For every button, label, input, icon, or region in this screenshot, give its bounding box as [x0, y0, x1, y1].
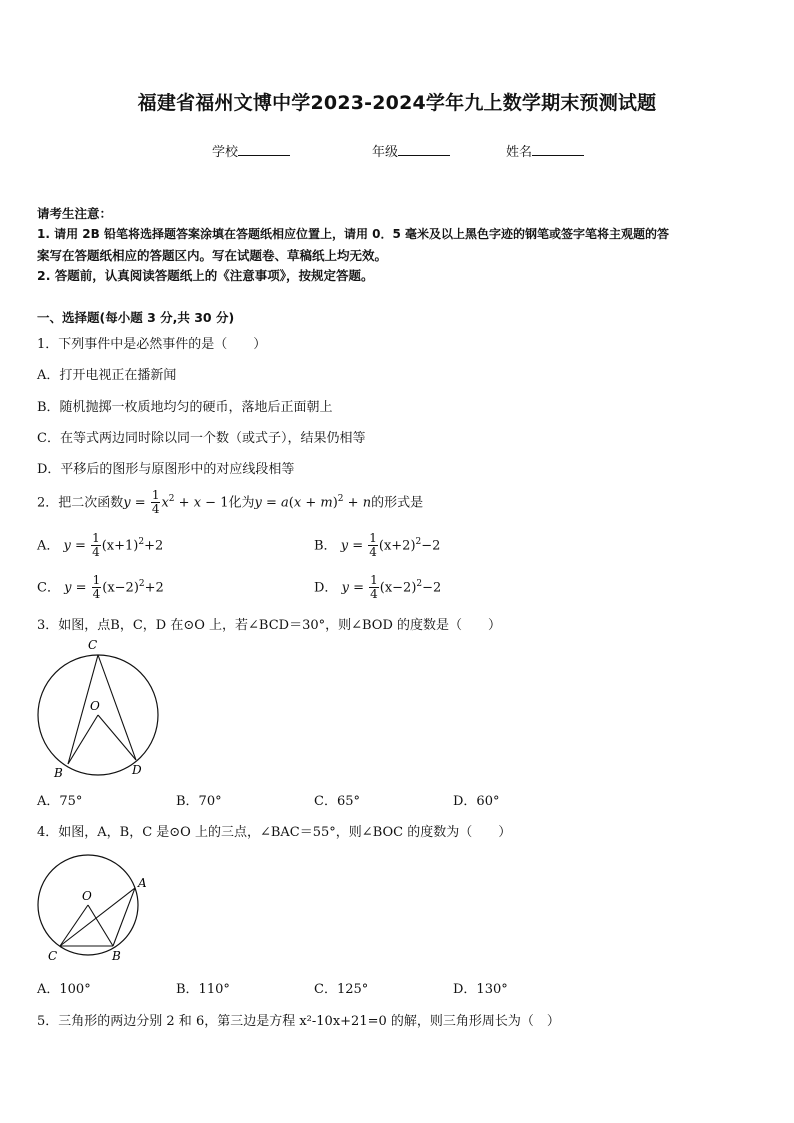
q3-label-c: C [88, 638, 98, 652]
q2-stem: 2．把二次函数y = $\frac{1}{4}$ $x^2 + x - 1$化为$y = a(x + m)^2 + n$的形式是 [37, 488, 424, 517]
q4-label-o: O [82, 889, 92, 903]
q3-label-o: O [90, 699, 100, 713]
school-field [212, 141, 290, 160]
q1-option-d[interactable]: D．平移后的图形与原图形中的对应线段相等 [37, 462, 295, 477]
q1-stem: 1．下列事件中是必然事件的是（ ） [37, 337, 267, 352]
q2-prefix: 2．把二次函数 [37, 495, 124, 511]
q4-label-b: B [112, 949, 121, 963]
q3-option-b[interactable]: B．70° [176, 794, 222, 809]
q2-frac: $\frac{1}{4}$ [151, 488, 160, 517]
name-label: 姓名 [506, 145, 533, 160]
grade-blank[interactable] [398, 143, 450, 156]
q1-option-c[interactable]: C．在等式两边同时除以同一个数（或式子），结果仍相等 [37, 431, 366, 446]
q2-option-c[interactable]: C． y = $\frac{1}{4}$ $(x-2)^2+2$ [37, 573, 164, 602]
q4-circle-diagram [30, 850, 160, 970]
q5-stem: 5．三角形的两边分别 2 和 6，第三边是方程 x²-10x+21=0 的解，则三角形周长为（ ） [37, 1014, 560, 1029]
q4-label-a: A [138, 876, 147, 890]
q4-option-a[interactable]: A．100° [37, 982, 91, 997]
q3-segment-cd [98, 655, 136, 760]
q4-option-c[interactable]: C．125° [314, 982, 369, 997]
q3-option-d[interactable]: D．60° [453, 794, 500, 809]
notice-line1b: 案写在答题纸相应的答题区内。写在试题卷、草稿纸上均无效。 [37, 248, 388, 263]
q3-label-d: D [132, 763, 142, 777]
q1-option-a[interactable]: A．打开电视正在播新闻 [37, 368, 177, 383]
q3-label-b: B [54, 766, 63, 780]
grade-field [372, 141, 450, 160]
q3-segment-od [98, 715, 136, 760]
q1-option-b[interactable]: B．随机抛掷一枚质地均匀的硬币，落地后正面朝上 [37, 400, 333, 415]
q4-segment-ob [88, 905, 113, 946]
section-heading: 一、选择题(每小题 3 分,共 30 分) [37, 310, 235, 325]
school-label: 学校 [212, 145, 239, 160]
q3-stem: 3．如图，点B，C，D 在⊙O 上，若∠BCD＝30°，则∠BOD 的度数是（ ） [37, 618, 502, 633]
q3-segment-ob [68, 715, 98, 764]
school-blank[interactable] [238, 143, 290, 156]
q4-stem: 4．如图，A，B，C 是⊙O 上的三点，∠BAC＝55°，则∠BOC 的度数为（ ） [37, 825, 512, 840]
q3-option-a[interactable]: A．75° [37, 794, 83, 809]
q3-circle-diagram [30, 632, 170, 782]
notice-line2: 2. 答题前，认真阅读答题纸上的《注意事项》，按规定答题。 [37, 268, 374, 283]
q3-option-c[interactable]: C．65° [314, 794, 360, 809]
q2-option-b[interactable]: B． y = $\frac{1}{4}$ $(x+2)^2-2$ [314, 531, 441, 560]
q2-mid: 化为 [228, 495, 255, 511]
q2-option-d[interactable]: D． y = $\frac{1}{4}$ $(x-2)^2-2$ [314, 573, 442, 602]
q4-option-b[interactable]: B．110° [176, 982, 230, 997]
q4-segment-oc [60, 905, 88, 946]
name-blank[interactable] [532, 143, 584, 156]
name-field [506, 141, 584, 160]
q2-option-a[interactable]: A． y = $\frac{1}{4}$ $(x+1)^2+2$ [37, 531, 164, 560]
q4-option-d[interactable]: D．130° [453, 982, 508, 997]
notice-line1a: 1. 请用 2B 铅笔将选择题答案涂填在答题纸相应位置上，请用 0．5 毫米及以上黑色字迹的钢笔或签字笔将主观题的答 [37, 227, 669, 241]
grade-label: 年级 [372, 145, 399, 160]
notice-heading: 请考生注意： [37, 206, 113, 221]
q4-label-c: C [48, 949, 58, 963]
q2-suffix: 的形式是 [371, 495, 424, 511]
page-title: 福建省福州文博中学2023-2024学年九上数学期末预测试题 [137, 92, 657, 114]
